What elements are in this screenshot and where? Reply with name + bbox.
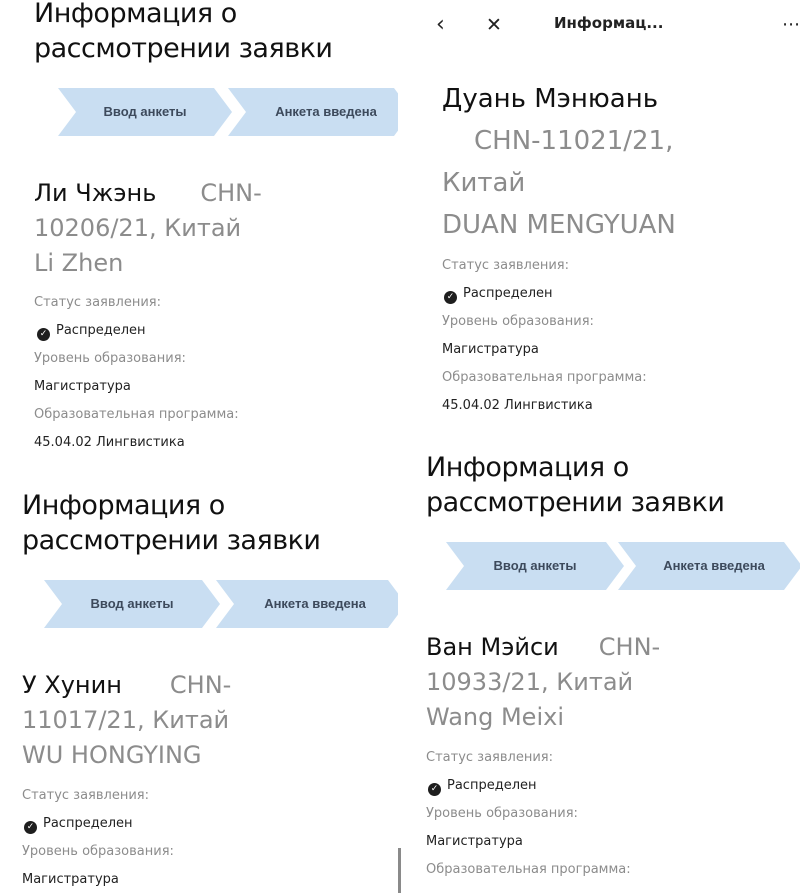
applicant-latin-name: Wang Meixi bbox=[426, 703, 564, 731]
step-label: Анкета введена bbox=[663, 558, 765, 573]
applicant-id-country: 11017/21, Китай bbox=[22, 706, 230, 734]
applicant-latin-name: Li Zhen bbox=[34, 249, 124, 277]
vertical-divider bbox=[398, 848, 401, 893]
applicant-name-block bbox=[22, 668, 231, 773]
status-text: Распределен bbox=[56, 323, 146, 338]
applicant-name: У Хунин bbox=[22, 671, 122, 699]
name-line bbox=[426, 630, 660, 665]
check-circle-icon: ✓ bbox=[444, 291, 457, 304]
program-value: 45.04.02 Лингвистика bbox=[34, 435, 185, 448]
section-title: Информация о рассмотрении заявки bbox=[426, 452, 725, 518]
applicant-name: Ван Мэйси bbox=[426, 633, 559, 661]
level-label: Уровень образования: bbox=[426, 806, 578, 821]
step-enter-form[interactable] bbox=[58, 88, 232, 136]
status-value bbox=[444, 286, 553, 304]
step-label: Анкета введена bbox=[264, 596, 366, 611]
top-bar bbox=[410, 0, 800, 52]
step-label: Анкета введена bbox=[275, 104, 377, 119]
panel-li-zhen bbox=[0, 0, 398, 448]
applicant-latin-name: WU HONGYING bbox=[22, 741, 202, 769]
applicant-id: CHN- bbox=[200, 179, 262, 207]
panel-duan-mengyuan bbox=[410, 0, 800, 438]
step-enter-form[interactable] bbox=[446, 542, 624, 590]
name-line bbox=[34, 176, 262, 211]
level-label: Уровень образования: bbox=[34, 351, 186, 366]
level-value: Магистратура bbox=[442, 342, 539, 357]
applicant-name-block bbox=[34, 176, 262, 281]
status-label: Статус заявления: bbox=[22, 788, 149, 803]
step-label: Ввод анкеты bbox=[103, 104, 187, 119]
status-text: Распределен bbox=[463, 286, 553, 301]
applicant-country: Китай bbox=[442, 168, 526, 198]
section-title: Информация о рассмотрении заявки bbox=[22, 490, 321, 556]
applicant-id-country: 10206/21, Китай bbox=[34, 214, 242, 242]
back-icon[interactable]: ‹ bbox=[436, 12, 445, 37]
applicant-latin-name: DUAN MENGYUAN bbox=[442, 210, 676, 240]
applicant-id: CHN-11021/21, bbox=[474, 126, 674, 156]
applicant-name-block bbox=[442, 78, 676, 246]
status-text: Распределен bbox=[447, 778, 537, 793]
name-line bbox=[22, 668, 231, 703]
panel-wang-meixi bbox=[404, 444, 800, 893]
level-label: Уровень образования: bbox=[442, 314, 594, 329]
status-label: Статус заявления: bbox=[34, 295, 161, 310]
applicant-name: Ли Чжэнь bbox=[34, 179, 157, 207]
applicant-name: Дуань Мэнюань bbox=[442, 84, 659, 114]
section-title: Информация о рассмотрении заявки bbox=[34, 0, 333, 64]
level-value: Магистратура bbox=[34, 379, 131, 394]
panel-wu-hongying bbox=[0, 482, 398, 893]
status-value bbox=[428, 778, 537, 796]
level-value: Магистратура bbox=[22, 872, 119, 887]
check-circle-icon: ✓ bbox=[24, 821, 37, 834]
step-form-entered[interactable] bbox=[618, 542, 800, 590]
status-label: Статус заявления: bbox=[442, 258, 569, 273]
applicant-id-country: 10933/21, Китай bbox=[426, 668, 634, 696]
check-circle-icon: ✓ bbox=[37, 328, 50, 341]
more-icon[interactable]: ⋯ bbox=[782, 14, 800, 35]
program-label: Образовательная программа: bbox=[442, 370, 647, 385]
status-label: Статус заявления: bbox=[426, 750, 553, 765]
program-label: Образовательная программа: bbox=[34, 407, 239, 422]
applicant-id: CHN- bbox=[169, 671, 232, 699]
step-label: Ввод анкеты bbox=[90, 596, 174, 611]
close-icon[interactable]: ✕ bbox=[486, 14, 502, 36]
step-label: Ввод анкеты bbox=[493, 558, 577, 573]
level-value: Магистратура bbox=[426, 834, 523, 849]
top-bar-title: Информац... bbox=[554, 14, 664, 32]
status-value bbox=[37, 323, 146, 341]
applicant-name-block bbox=[426, 630, 660, 735]
program-value: 45.04.02 Лингвистика bbox=[442, 398, 593, 413]
check-circle-icon: ✓ bbox=[428, 783, 441, 796]
step-enter-form[interactable] bbox=[44, 580, 220, 628]
level-label: Уровень образования: bbox=[22, 844, 174, 859]
step-form-entered[interactable] bbox=[216, 580, 398, 628]
step-form-entered[interactable] bbox=[228, 88, 398, 136]
applicant-id: CHN- bbox=[598, 633, 661, 661]
status-text: Распределен bbox=[43, 816, 133, 831]
status-value bbox=[24, 816, 133, 834]
program-label: Образовательная программа: bbox=[426, 862, 631, 877]
